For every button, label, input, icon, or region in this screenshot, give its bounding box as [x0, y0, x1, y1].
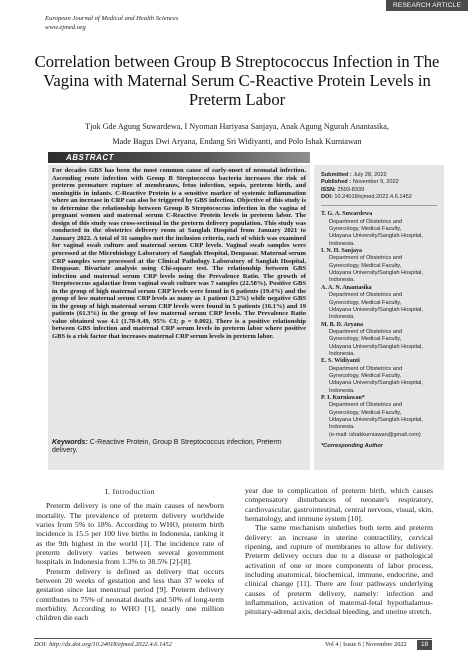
paragraph: year due to complication of preterm birth, which causes compensatory disturbances of neonate's respiratory, cardiovascular, gastrointestinal, central nervous, visual, skin, hematology, and immune system [10]. — [245, 486, 433, 524]
paragraph: The same mechanism underlies both term and preterm delivery: an increase in uterine contractility, cervical ripening, and rupture of membranes to allow for delivery. Preterm delivery occurs due to a disease or pathological activation of one or more components of labor process, including anatomical, biochemical, immune, endocrine, and clinical change [11]. There are four pathways underlying causes of preterm delivery, namely: infection and inflammation, activation of maternal-fetal hypothalamus-pituitary-adrenal axis, decidual bleeding, and uterine stretch. — [245, 523, 433, 617]
article-type-badge: RESEARCH ARTICLE — [386, 0, 468, 11]
paragraph: Preterm delivery is defined as delivery that occurs between 20 weeks of gestation and less than 37 weeks of gestation since last menstrual period [9]. Preterm delivery contributes to 75% of neonatal deaths and 50% of long-term morbidity. According to WHO [1], nearly one million children die each — [36, 566, 224, 623]
article-info-content — [321, 172, 441, 450]
doi[interactable]: DOI: 10.24018/ejmed.2022.4.6.1452 — [321, 194, 412, 201]
author-line-2: Made Bagus Dwi Aryana, Endang Sri Widiyanti, and Polo Ishak Kurniawan — [112, 137, 362, 146]
submitted-date: Submitted : July 28, 2022 — [321, 172, 387, 178]
journal-name: European Journal of Medical and Health Sciences — [45, 15, 179, 22]
affiliation: M. B. D. Aryana Department of Obstetrics and Gynecology, Medical Faculty, Udayana University/Sanglah Hospital, Indonesia. — [321, 321, 423, 357]
corresponding-author-note: *Corresponding Author — [321, 443, 383, 450]
issn: ISSN: 2593-8339 — [321, 186, 365, 193]
abstract-header-bar — [48, 152, 310, 163]
affiliation: E. S. Widiyanti Department of Obstetrics and Gynecology, Medical Faculty, Udayana University/Sanglah Hospital, Indonesia. — [321, 358, 423, 394]
author-list — [30, 119, 444, 149]
page-number: 18 — [417, 640, 432, 650]
body-column-right — [245, 486, 433, 617]
keywords — [52, 439, 306, 456]
affiliation: T. G. A. Suwardewa Department of Obstetrics and Gynecology, Medical Faculty, Udayana University/Sanglah Hospital, Indonesia. — [321, 211, 423, 247]
divider — [321, 205, 437, 206]
journal-url[interactable]: www.ejmed.org — [45, 23, 86, 31]
footer-volume-info: Vol 4 | Issue 6 | November 2022 — [325, 641, 407, 648]
section-heading-introduction: I. Introduction — [105, 487, 155, 496]
keywords-label: Keywords: — [52, 439, 88, 446]
keywords-text: C-Reactive Protein, Group B Streptococcus infection, Preterm delivery. — [52, 439, 282, 455]
published-date: Published : November 9, 2022 — [321, 179, 399, 186]
affiliation: I. N. H. Sanjaya Department of Obstetrics and Gynecology, Medical Faculty, Udayana University/Sanglah Hospital, Indonesia. — [321, 248, 423, 284]
abstract-label: ABSTRACT — [66, 153, 114, 162]
abstract-text: For decades GBS has been the most common cause of early-onset of neonatal infection. Ascending route infection with Group B Streptococcus bacteria increases the risk of preterm premature rupture of membranes, fetus infection, sepsis, preterm birth, and meningitis in infants. C-Reactive Protein is a sensitive marker of systemic inflammation where an increase in CRP can also be triggered by GBS infection. Objective of this study is to determine the relationship between Group B Streptococcus infection in the vagina of pregnant women and maternal serum C-Reactive Protein levels in preterm labor. The design of this study was cross-sectional in the preterm delivery population. This study was conducted in the obstetrics delivery room at Sanglah Hospital from January 2021 to January 2022. A total of 31 samples met the inclusion criteria, each of which was examined for vaginal swab culture and maternal serum CRP levels. Vaginal swab samples were processed at the Microbiology Laboratory of Sanglah Hospital, Denpasar. Maternal serum CRP samples were processed at the Clinical Pathology Laboratory of Sanglah Hospital, Denpasar. Bivariate analysis using Chi-square test. The relationship between GBS infection and maternal serum CRP levels using the Prevalence Ratio. The growth of Streptococcus agalactiae from vaginal swab culture was 7 samples (22.58%). Positive GBS in the group of high maternal serum CRP levels were found in 6 patients (19.4%) and the group of low maternal serum CRP levels as many as 1 patient (3.2%) while negative GBS in the group of high maternal serum CRP levels were found in 5 patients (16.1%) and 19 patients (61.3%) in the group of low maternal serum CRP levels. The Prevalence Ratio value obtained was 4.1 (1.78-9.49, 95% CI; p = 0.002). There is a positive relationship between GBS infection and maternal CRP serum levels in preterm labor where positive GBS is a risk factor that increases maternal CRP serum levels in preterm labor. — [52, 167, 306, 341]
author-line-1: Tjok Gde Agung Suwardewa, I Nyoman Hariyasa Sanjaya, Anak Agung Ngurah Anantasika, — [85, 122, 389, 131]
affiliation: A. A. N. Anantasika Department of Obstetrics and Gynecology, Medical Faculty, Udayana University/Sanglah Hospital, Indonesia. — [321, 284, 423, 321]
paragraph: Preterm delivery is one of the main causes of newborn mortality. The prevalence of preterm delivery worldwide varies from 5% to 18%. According to WHO, preterm birth incidence is 15.5 per 100 live births in Indonesia, ranking it as the 9th highest in the world [1]. The incidence rate of preterm delivery varies between several government hospitals in Indonesia from 1.3% to 38.5% [2]-[8]. — [36, 501, 224, 567]
paper-title: Correlation between Group B Streptococcus Infection in The Vagina with Maternal Serum C-Reactive Protein Levels in Preterm Labor — [34, 52, 440, 109]
journal-header — [45, 15, 178, 32]
body-column-left — [36, 487, 224, 623]
affiliation: P. I. Kurniawan* Department of Obstetrics and Gynecology, Medical Faculty, Udayana University/Sanglah Hospital, Indonesia. (e-mail: ishakkurniawan@gmail.com) — [321, 394, 423, 438]
footer-doi[interactable]: DOI: http://dx.doi.org/10.24018/ejmed.2022.4.6.1452 — [34, 641, 172, 648]
footer-divider — [34, 638, 432, 639]
